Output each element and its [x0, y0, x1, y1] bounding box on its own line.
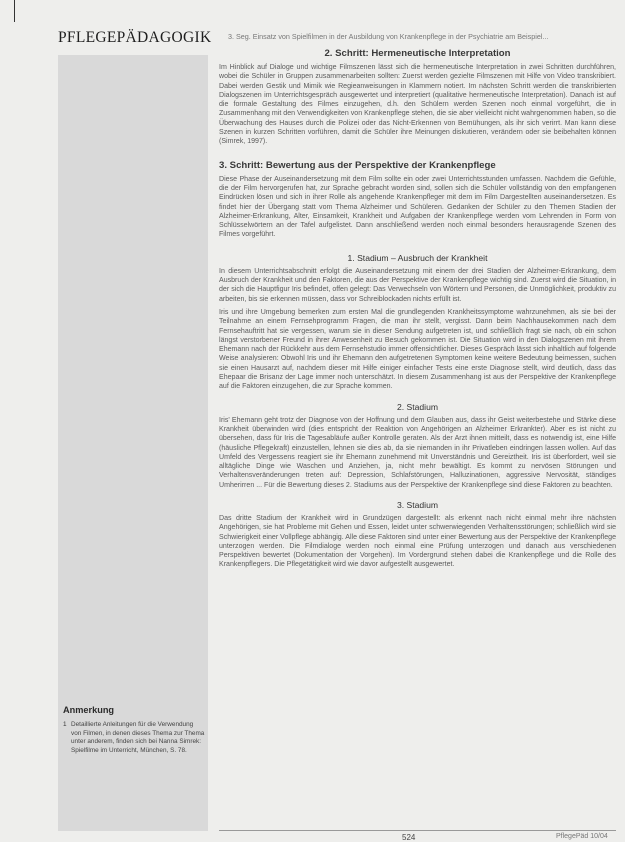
section-heading-evaluation: 3. Schritt: Bewertung aus der Perspektive der Krankenpflege: [219, 159, 496, 171]
subheading-stadium-3: 3. Stadium: [396, 499, 439, 510]
note-heading: Anmerkung: [63, 705, 115, 715]
page-number: 524: [402, 833, 416, 842]
section-heading-hermeneutic: 2. Schritt: Hermeneutische Interpretation: [324, 48, 511, 59]
paragraph-hermeneutic: Im Hinblick auf Dialoge und wichtige Filmszenen lässt sich die hermeneutische Interpretation in zwei Schritten durchführen, wobei die Schüler in Gruppen zusammenarbeiten sollten: Zuerst werden gezielte Filmszenen mit Hilfe von Video transkribiert. Dabei werden Gestik und Mimik wie Regieanweisungen in Klammern notiert. Im nächsten Schritt werden die transkribierten Dialogszenen im Unterrichtsgespräch ausgewertet und interpretiert (qualitative hermeneutische Interpretation). Danach ist auf die formale Gestaltung des Filmes einzugehen, d.h. den Schülern werden Szenen noch einmal vorgeführt, die in Zusammenhang mit den Verwendigkeiten von Krankenpflege stehen, die sie aber vielleicht nicht wahrgenommen haben, so die Überwachung des Hauses durch die Polizei oder das Nicht-Erkennen von Bemühungen, als ihr sich verirrt. Man kann diese Szenen in kurzen Schritten vorführen, damit die Schüler ihre Meinungen diskutieren, verändern oder sie beibehalten können (Simrek, 1997).: [219, 64, 616, 146]
sidebar-note: [63, 705, 205, 755]
footnote-text: Detaillierte Anleitungen für die Verwendung von Filmen, in denen dieses Thema zur Thema unter anderem, finden sich bei Nanna Simrek: Spielfilme im Unterricht, München, S. 78.: [71, 721, 205, 754]
paragraph-stadium-1a: In diesem Unterrichtsabschnitt erfolgt die Auseinandersetzung mit einem der drei Stadien der Alzheimer-Erkrankung, dem Ausbruch der Krankheit und den Faktoren, die aus der Perspektive der Krankenpflege wichtig sind. Zuerst wird die Situation, in der sich die Hauptfigur Iris befindet, offen gelegt: Das Verwechseln von Wörtern und Personen, die Unmöglichkeit, produktiv zu arbeiten, bis sie erkennen müssen, dass vor Schreiblockaden nichts erfüllt ist.: [219, 267, 616, 303]
subheading-stadium-2: 2. Stadium: [396, 401, 439, 412]
issue-info: PflegePäd 10/04: [556, 833, 608, 840]
scan-edge-mark: [14, 0, 15, 22]
footnote: [63, 721, 205, 755]
paragraph-stadium-2: Iris' Ehemann geht trotz der Diagnose von der Hoffnung und dem Glauben aus, dass ihr Geist weiterbestehe und Stärke diese Krankheit überwinden wird (dies entspricht der Reaktion von Angehörigen an Alzheimer Erkrankter). Aber es ist nicht zu übersehen, dass für Iris die Tagesabläufe außer Kontrolle geraten. Als der Arzt ihnen mitteilt, dass es notwendig ist, eine Hilfe (häusliche Pflegekraft) einzustellen, lehnen sie dies ab, da sie niemanden in ihr Privatleben eindringen lassen wollen. Auf das Umfeld des Vergessens reagiert sie ihr Ehemann zunehmend mit Unverständnis und Gereiztheit. Iris ist überfordert, weil sie alltägliche Dinge wie Waschen und Anziehen, ja, nicht mehr bewältigt. Es kommt zu nervösen Störungen und Verhaltensveränderungen treten auf: Depression, Schlafstörungen, Halluzinationen, aggressive Nervosität, ständiges Umherirren ... Für die Bewertung dieses 2. Stadiums aus der Perspektive der Krankenpflege sind diese Faktoren zu beachten.: [219, 416, 616, 489]
paragraph-stadium-1b: Iris und ihre Umgebung bemerken zum ersten Mal die grundlegenden Krankheitssymptome wahrzunehmen, als sie bei der Teilnahme an einem Fernsehprogramm Fragen, die man ihr stellt, vergisst. Dann beim Nachhausekommen nach dem Fernsehauftritt hat sie vergessen, warum sie in dieser Sendung aufgetreten ist, und schließlich fragt sie nach, ob ein schon längst verstorbener Freund in ihrer Anwesenheit zu Besuch gekommen ist. Die Situation wird in den Dialogszenen mit ihrem Ehemann nach der Rückkehr aus dem Fernsehstudio immer offensichtlicher. Dieses Gespräch lässt sich inhaltlich auf folgende Weise analysieren: Obwohl Iris und ihr Ehemann den aufgetretenen Symptomen keine weitere Bedeutung beimessen, suchen sie einen Hausarzt auf, nachdem dieser mit Hilfe einiger einfacher Tests eine erste Diagnose stellt, wird deutlich, dass das Ehepaar die Brisanz der Lage immer noch unterschätzt. In diesem Zusammenhang ist aus der Perspektive der Krankenpflege auf die Faktoren einzugehen, die zur Sprache kommen.: [219, 308, 616, 391]
footnote-number: 1: [63, 721, 67, 728]
paragraph-stadium-3: Das dritte Stadium der Krankheit wird in Grundzügen dargestellt: als erkennt nach nicht einmal mehr ihre nächsten Angehörigen, sie hat Probleme mit Gehen und Essen, leidet unter schwerwiegenden Verhaltensstörungen; schließlich wird sie Schwierigkeit einer Vollpflege abhängig. Alle diese Faktoren sind unter einer Bewertung aus der Perspektive der Krankenpflege unterzogen werden. Die Filmdialoge werden noch einmal eine Prüfung unterzogen und danach aus verschiedenen Perspektiven bewertet (Dokumentation der Vorgehen). Im Vordergrund stehen dabei die Krankenpflege und die Rolle des Krankenpflegers. Die Pflegetätigkeit wird wie davor aufgestellt ausgewertet.: [219, 514, 616, 569]
article-body: [219, 48, 616, 570]
paragraph-evaluation: Diese Phase der Auseinandersetzung mit dem Film sollte ein oder zwei Unterrichtsstunden umfassen. Nachdem die Gefühle, die der Film hervorgerufen hat, zur Sprache gebracht worden sind, sollen sich die Schüler vollständig von den empfangenen Eindrücken lösen und sich in ihrer Rolle als angehende Krankenpfleger mit dem im Film Dargestellten auseinandersetzen. Es findet hier der Übergang statt vom Thema Alzheimer und Schüleren. Gedanken der Schüler zu den Themen Stadien der Alzheimer-Erkrankung, Alter, Einsamkeit, Krankheit und Aufgaben der Krankenpflege werden vom Lehrenden in Form von Schlüsselwörtern an der Tafel aufgelistet. Dann anschließend werden noch einmal besonders herausragende Szenen des Filmes vorgeführt.: [219, 175, 616, 239]
journal-title: PFLEGEPÄDAGOGIK: [58, 29, 212, 46]
subheading-stadium-1: 1. Stadium – Ausbruch der Krankheit: [347, 252, 488, 263]
running-head: 3. Seg. Einsatz von Spielfilmen in der Ausbildung von Krankenpflege in der Psychiatrie am Beispiel...: [228, 32, 549, 41]
footer-rule: [219, 830, 616, 831]
